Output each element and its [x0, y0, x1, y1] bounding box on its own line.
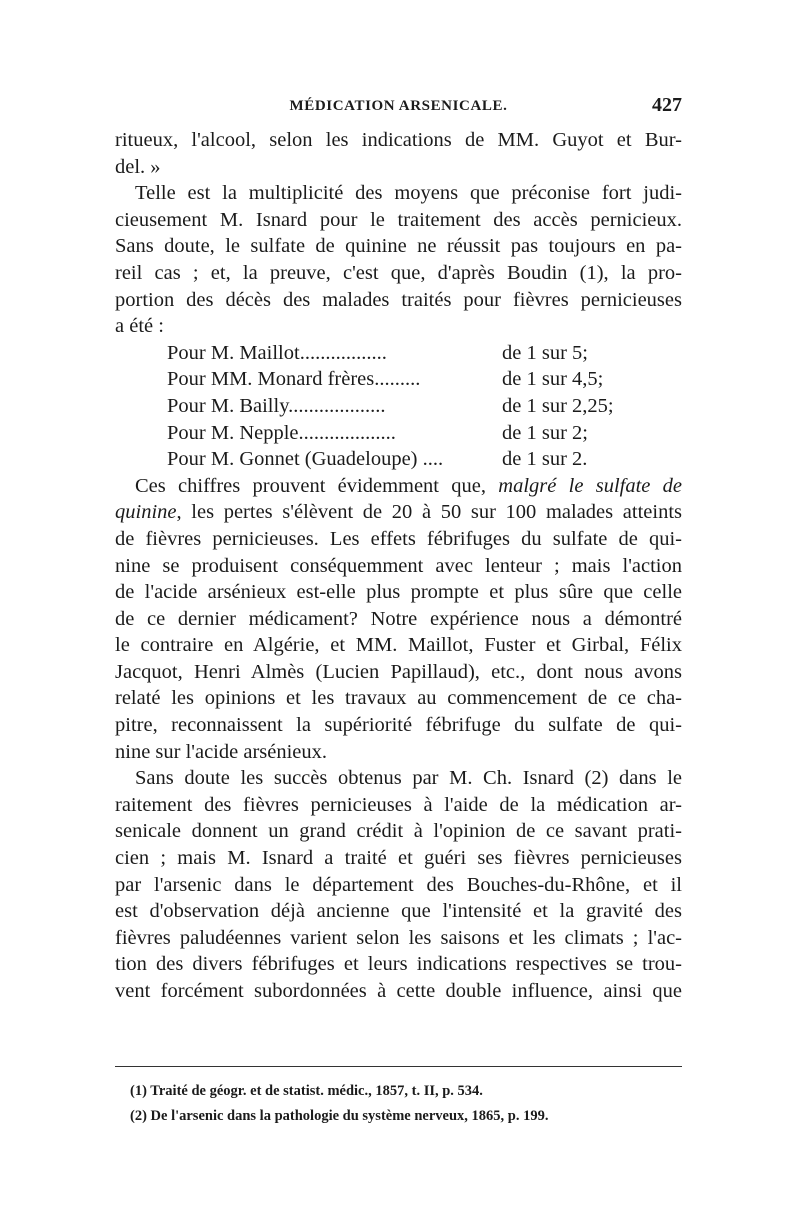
text-line: Sans doute, le sulfate de quinine ne réussit pas toujours en pa- — [115, 235, 682, 258]
text-line: cieusement M. Isnard pour le traitement des accès pernicieux. — [115, 208, 682, 231]
text-line: nine se produisent conséquemment avec lenteur ; mais l'action — [115, 554, 682, 577]
text-line: est d'observation déjà ancienne que l'intensité et la gravité des — [115, 900, 682, 923]
running-head — [115, 94, 682, 122]
footnote-rule — [115, 1066, 682, 1067]
table-row — [115, 340, 682, 367]
text-line: de fièvres pernicieuses. Les effets fébrifuges du sulfate de qui- — [115, 527, 682, 550]
table-row — [115, 393, 682, 420]
text-line: a été : — [115, 315, 164, 338]
text-line: de l'acide arsénieux est-elle plus prompte et plus sûre que celle — [115, 581, 682, 604]
text-line: tion des divers fébrifuges et leurs indications respectives se trou- — [115, 953, 682, 976]
text-line: Jacquot, Henri Almès (Lucien Papillaud), etc., dont nous avons — [115, 660, 682, 683]
text-line — [115, 499, 682, 526]
text-line: le contraire en Algérie, et MM. Maillot, Fuster et Girbal, Félix — [115, 634, 682, 657]
table-cell-ratio: de 1 sur 4,5; — [502, 368, 604, 391]
text-line: ritueux, l'alcool, selon les indications de MM. Guyot et Bur- — [115, 129, 682, 151]
table-cell-physician: Pour M. Maillot................. — [167, 341, 387, 364]
text-segment: Ces chiffres prouvent évidemment que, — [135, 474, 499, 497]
table-cell-ratio: de 1 sur 2,25; — [502, 394, 614, 417]
text-line: Telle est la multiplicité des moyens que préconise fort judi- — [135, 182, 682, 205]
table-cell-ratio: de 1 sur 5; — [502, 341, 588, 364]
footnote: (1) Traité de géogr. et de statist. médic., 1857, t. II, p. 534. — [130, 1083, 483, 1099]
text-line: de ce dernier médicament? Notre expérience nous a démontré — [115, 607, 682, 630]
body-text — [115, 127, 682, 1005]
text-line: Sans doute les succès obtenus par M. Ch. Isnard (2) dans le — [135, 767, 682, 790]
text-segment: , les pertes s'élèvent de 20 à 50 sur 100 malades atteints — [176, 501, 682, 524]
text-line: nine sur l'acide arsénieux. — [115, 740, 328, 763]
table-row — [115, 446, 682, 473]
italic-segment: quinine — [115, 501, 177, 524]
table-cell-physician: Pour M. Bailly................... — [167, 394, 386, 417]
text-line — [115, 473, 682, 500]
footnote: (2) De l'arsenic dans la pathologie du système nerveux, 1865, p. 199. — [130, 1108, 549, 1124]
text-line: relaté les opinions et les travaux au commencement de ce cha- — [115, 687, 682, 710]
page-number: 427 — [652, 94, 682, 116]
text-line: par l'arsenic dans le département des Bouches-du-Rhône, et il — [115, 873, 682, 896]
running-title: MÉDICATION ARSENICALE. — [289, 98, 508, 114]
text-line: pitre, reconnaissent la supériorité fébrifuge du sulfate de qui- — [115, 714, 682, 737]
table-cell-physician: Pour M. Gonnet (Guadeloupe) .... — [167, 448, 444, 471]
footnotes — [130, 1079, 690, 1129]
table-cell-ratio: de 1 sur 2. — [502, 448, 588, 471]
table-cell-physician: Pour MM. Monard frères......... — [167, 368, 421, 391]
text-line: reil cas ; et, la preuve, c'est que, d'après Boudin (1), la pro- — [115, 261, 682, 284]
text-line: portion des décès des malades traités pour fièvres pernicieuses — [115, 288, 682, 311]
text-line: raitement des fièvres pernicieuses à l'aide de la médication ar- — [115, 793, 682, 816]
italic-segment: malgré le sulfate de — [498, 474, 683, 497]
mortality-table — [115, 340, 682, 473]
table-row — [115, 366, 682, 393]
table-cell-physician: Pour M. Nepple................... — [167, 421, 396, 444]
text-line: senicale donnent un grand crédit à l'opinion de ce savant prati- — [115, 820, 682, 843]
text-line: del. » — [115, 155, 161, 178]
table-cell-ratio: de 1 sur 2; — [502, 421, 588, 444]
text-line: vent forcément subordonnées à cette double influence, ainsi que — [115, 980, 682, 1002]
text-line: fièvres paludéennes varient selon les saisons et les climats ; l'ac- — [115, 926, 682, 949]
table-row — [115, 420, 682, 447]
text-line: cien ; mais M. Isnard a traité et guéri ses fièvres pernicieuses — [115, 847, 682, 870]
